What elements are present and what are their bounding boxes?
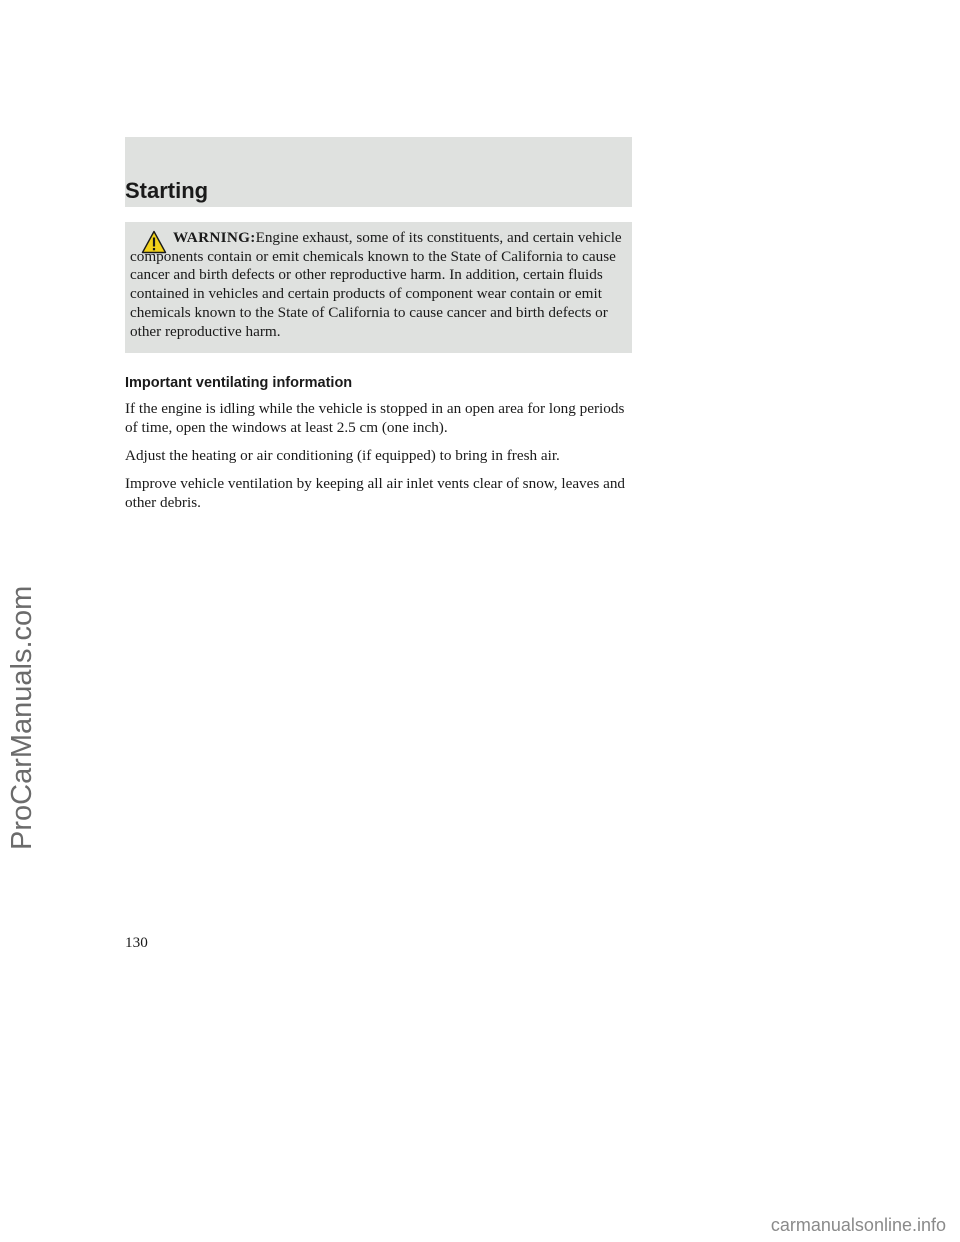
warning-body: Engine exhaust, some of its constituents, and certain vehicle components contain or emit chemicals known to the State of California to cause cancer and birth defects or other reproductive harm. In addition, certain fluids contained in vehicles and certain products of component wear contain or emit chemicals known to the State of California to cause cancer and birth defects or other reproductive harm. — [130, 229, 622, 340]
warning-text — [130, 229, 626, 341]
ventilation-paragraph-3: Improve vehicle ventilation by keeping all air inlet vents clear of snow, leaves and other debris. — [125, 475, 626, 511]
ventilation-heading: Important ventilating information — [125, 375, 353, 391]
side-watermark-text: ProCarManuals.com — [6, 585, 38, 850]
warning-label: WARNING: — [173, 229, 256, 246]
section-title: Starting — [125, 178, 209, 203]
page-number: 130 — [125, 934, 148, 951]
side-watermark — [2, 585, 58, 890]
bottom-watermark: carmanualsonline.info — [770, 1215, 946, 1235]
ventilation-paragraph-2: Adjust the heating or air conditioning (if equipped) to bring in fresh air. — [125, 447, 560, 464]
ventilation-paragraph-1: If the engine is idling while the vehicle is stopped in an open area for long periods of time, open the windows at least 2.5 cm (one inch). — [125, 400, 625, 436]
warning-box — [125, 222, 632, 353]
